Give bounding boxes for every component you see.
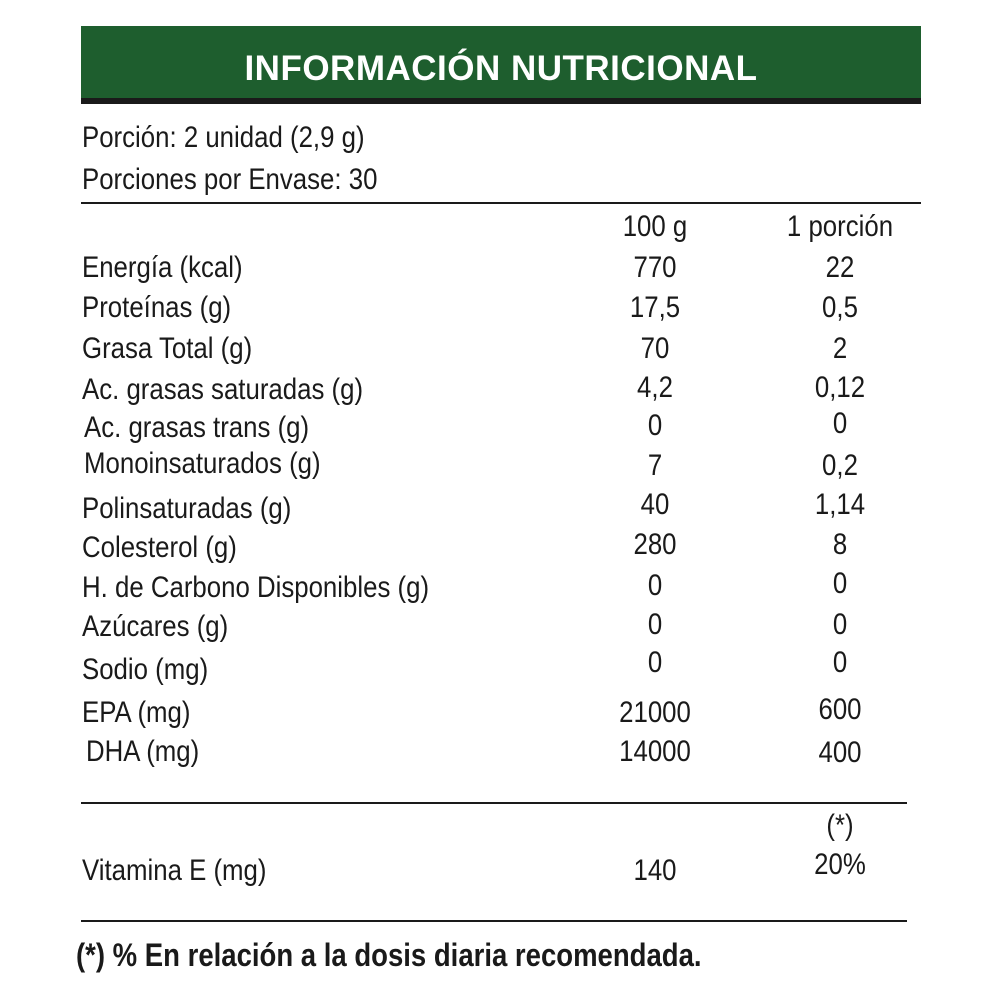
vitamin-label: Vitamina E (mg) — [82, 854, 267, 887]
nutrient-value-portion: 0 — [832, 646, 848, 679]
column-header-100g: 100 g — [622, 210, 688, 243]
nutrient-value-100g: 0 — [647, 608, 663, 641]
nutrient-label: Energía (kcal) — [82, 251, 243, 284]
nutrient-label: Monoinsaturados (g) — [84, 447, 321, 480]
nutrient-value-portion: 0,12 — [814, 371, 866, 404]
nutrient-label: Ac. grasas saturadas (g) — [82, 373, 364, 406]
nutrient-value-portion: 1,14 — [814, 488, 866, 521]
vitamin-marker: (*) — [826, 809, 854, 842]
nutrient-value-100g: 70 — [640, 332, 670, 365]
column-header-portion: 1 porción — [786, 210, 894, 243]
nutrient-label: Azúcares (g) — [82, 610, 229, 643]
nutrient-value-100g: 0 — [647, 569, 663, 602]
nutrient-value-portion: 22 — [825, 251, 855, 284]
nutrient-label: EPA (mg) — [82, 696, 191, 729]
nutrient-value-portion: 8 — [832, 528, 848, 561]
nutrient-value-100g: 21000 — [619, 696, 691, 729]
nutrient-label: Proteínas (g) — [82, 291, 232, 324]
nutrient-value-100g: 14000 — [619, 735, 691, 768]
nutrient-value-portion: 0,2 — [822, 449, 858, 482]
nutrient-value-100g: 770 — [633, 251, 677, 284]
nutrient-value-100g: 7 — [647, 449, 663, 482]
nutrient-value-portion: 400 — [818, 736, 862, 769]
serving-size: Porción: 2 unidad (2,9 g) — [82, 121, 365, 154]
divider-bottom — [81, 920, 907, 922]
nutrient-value-100g: 17,5 — [629, 291, 681, 324]
divider-middle — [81, 802, 907, 804]
nutrient-value-100g: 4,2 — [637, 371, 673, 404]
nutrient-label: Ac. grasas trans (g) — [84, 411, 310, 444]
nutrient-value-100g: 280 — [633, 528, 677, 561]
vitamin-value-portion: 20% — [814, 848, 866, 881]
divider-top — [81, 202, 921, 204]
vitamin-value-100g: 140 — [633, 854, 677, 887]
nutrient-value-portion: 0,5 — [822, 291, 858, 324]
nutrient-value-portion: 0 — [832, 608, 848, 641]
nutrient-label: DHA (mg) — [86, 735, 200, 768]
nutrient-label: Sodio (mg) — [82, 653, 209, 686]
nutrient-value-portion: 2 — [832, 332, 848, 365]
nutrient-value-100g: 40 — [640, 488, 670, 521]
nutrient-label: Grasa Total (g) — [82, 332, 253, 365]
header-bar — [81, 26, 921, 104]
nutrient-label: Polinsaturadas (g) — [82, 492, 292, 525]
page-title: INFORMACIÓN NUTRICIONAL — [244, 49, 758, 88]
nutrient-label: Colesterol (g) — [82, 531, 237, 564]
footnote: (*) % En relación a la dosis diaria recomendada. — [76, 937, 702, 973]
servings-per-container: Porciones por Envase: 30 — [82, 163, 378, 196]
nutrient-value-portion: 600 — [818, 693, 862, 726]
nutrient-value-portion: 0 — [832, 567, 848, 600]
nutrient-value-100g: 0 — [647, 409, 663, 442]
nutrient-value-100g: 0 — [647, 646, 663, 679]
nutrient-value-portion: 0 — [832, 407, 848, 440]
nutrient-label: H. de Carbono Disponibles (g) — [82, 571, 430, 604]
